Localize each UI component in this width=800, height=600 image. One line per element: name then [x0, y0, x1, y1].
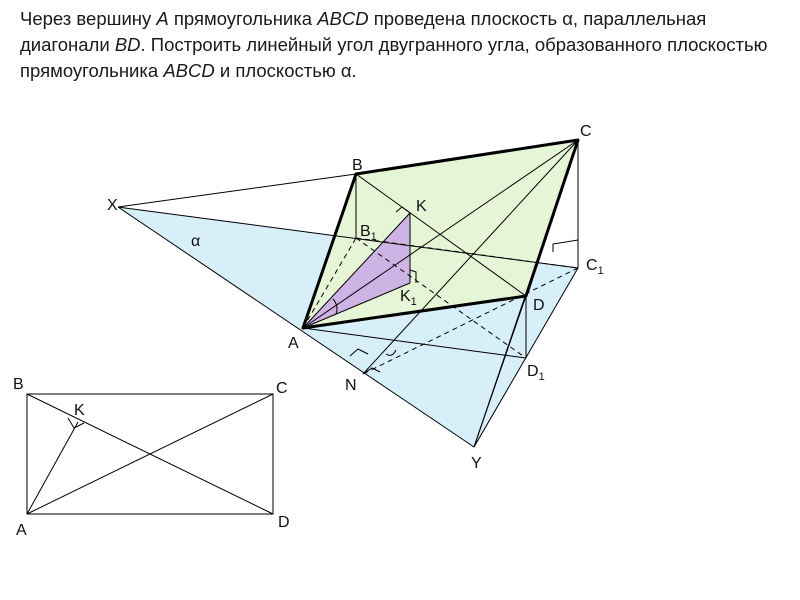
label-c: C: [580, 123, 592, 140]
flat-label-k: K: [74, 402, 85, 419]
label-b1-main: B: [360, 223, 371, 240]
label-d: D: [533, 297, 545, 314]
label-k1-main: K: [400, 288, 411, 305]
flat-label-b: B: [13, 376, 24, 393]
label-c1-sub: 1: [597, 265, 604, 277]
label-k1-sub: 1: [410, 296, 417, 308]
problem-text-3: проведена плоскость α, параллельная диагонали: [20, 8, 707, 55]
label-alpha: α: [191, 233, 201, 250]
label-d1-sub: 1: [538, 371, 545, 383]
rectangle-ref: ABCD: [317, 8, 369, 29]
label-d1: [527, 363, 545, 383]
problem-text-2: прямоугольника: [168, 8, 318, 29]
flat-label-c: C: [276, 380, 288, 397]
label-c1: [586, 257, 604, 277]
label-k: K: [416, 198, 427, 215]
problem-text-5: и плоскостью α.: [214, 60, 357, 81]
label-b1-sub: 1: [370, 231, 377, 243]
flat-rectangle-figure: [27, 394, 273, 514]
vertex-a-ref: A: [156, 8, 169, 29]
label-c1-main: C: [586, 257, 598, 274]
problem-text-1: Через вершину: [20, 8, 157, 29]
label-a: A: [288, 335, 299, 352]
label-y: Y: [471, 455, 482, 472]
label-x: X: [107, 197, 118, 214]
label-n: N: [345, 377, 357, 394]
diagonal-ref: BD: [114, 34, 141, 55]
label-d1-main: D: [527, 363, 539, 380]
rectangle-ref-2: ABCD: [163, 60, 215, 81]
problem-text-4: . Построить линейный угол двугранного угла, образованного плоскостью прямоугольника: [20, 34, 768, 81]
flat-label-a: A: [16, 522, 27, 539]
flat-label-d: D: [278, 514, 290, 531]
label-b: B: [352, 157, 363, 174]
